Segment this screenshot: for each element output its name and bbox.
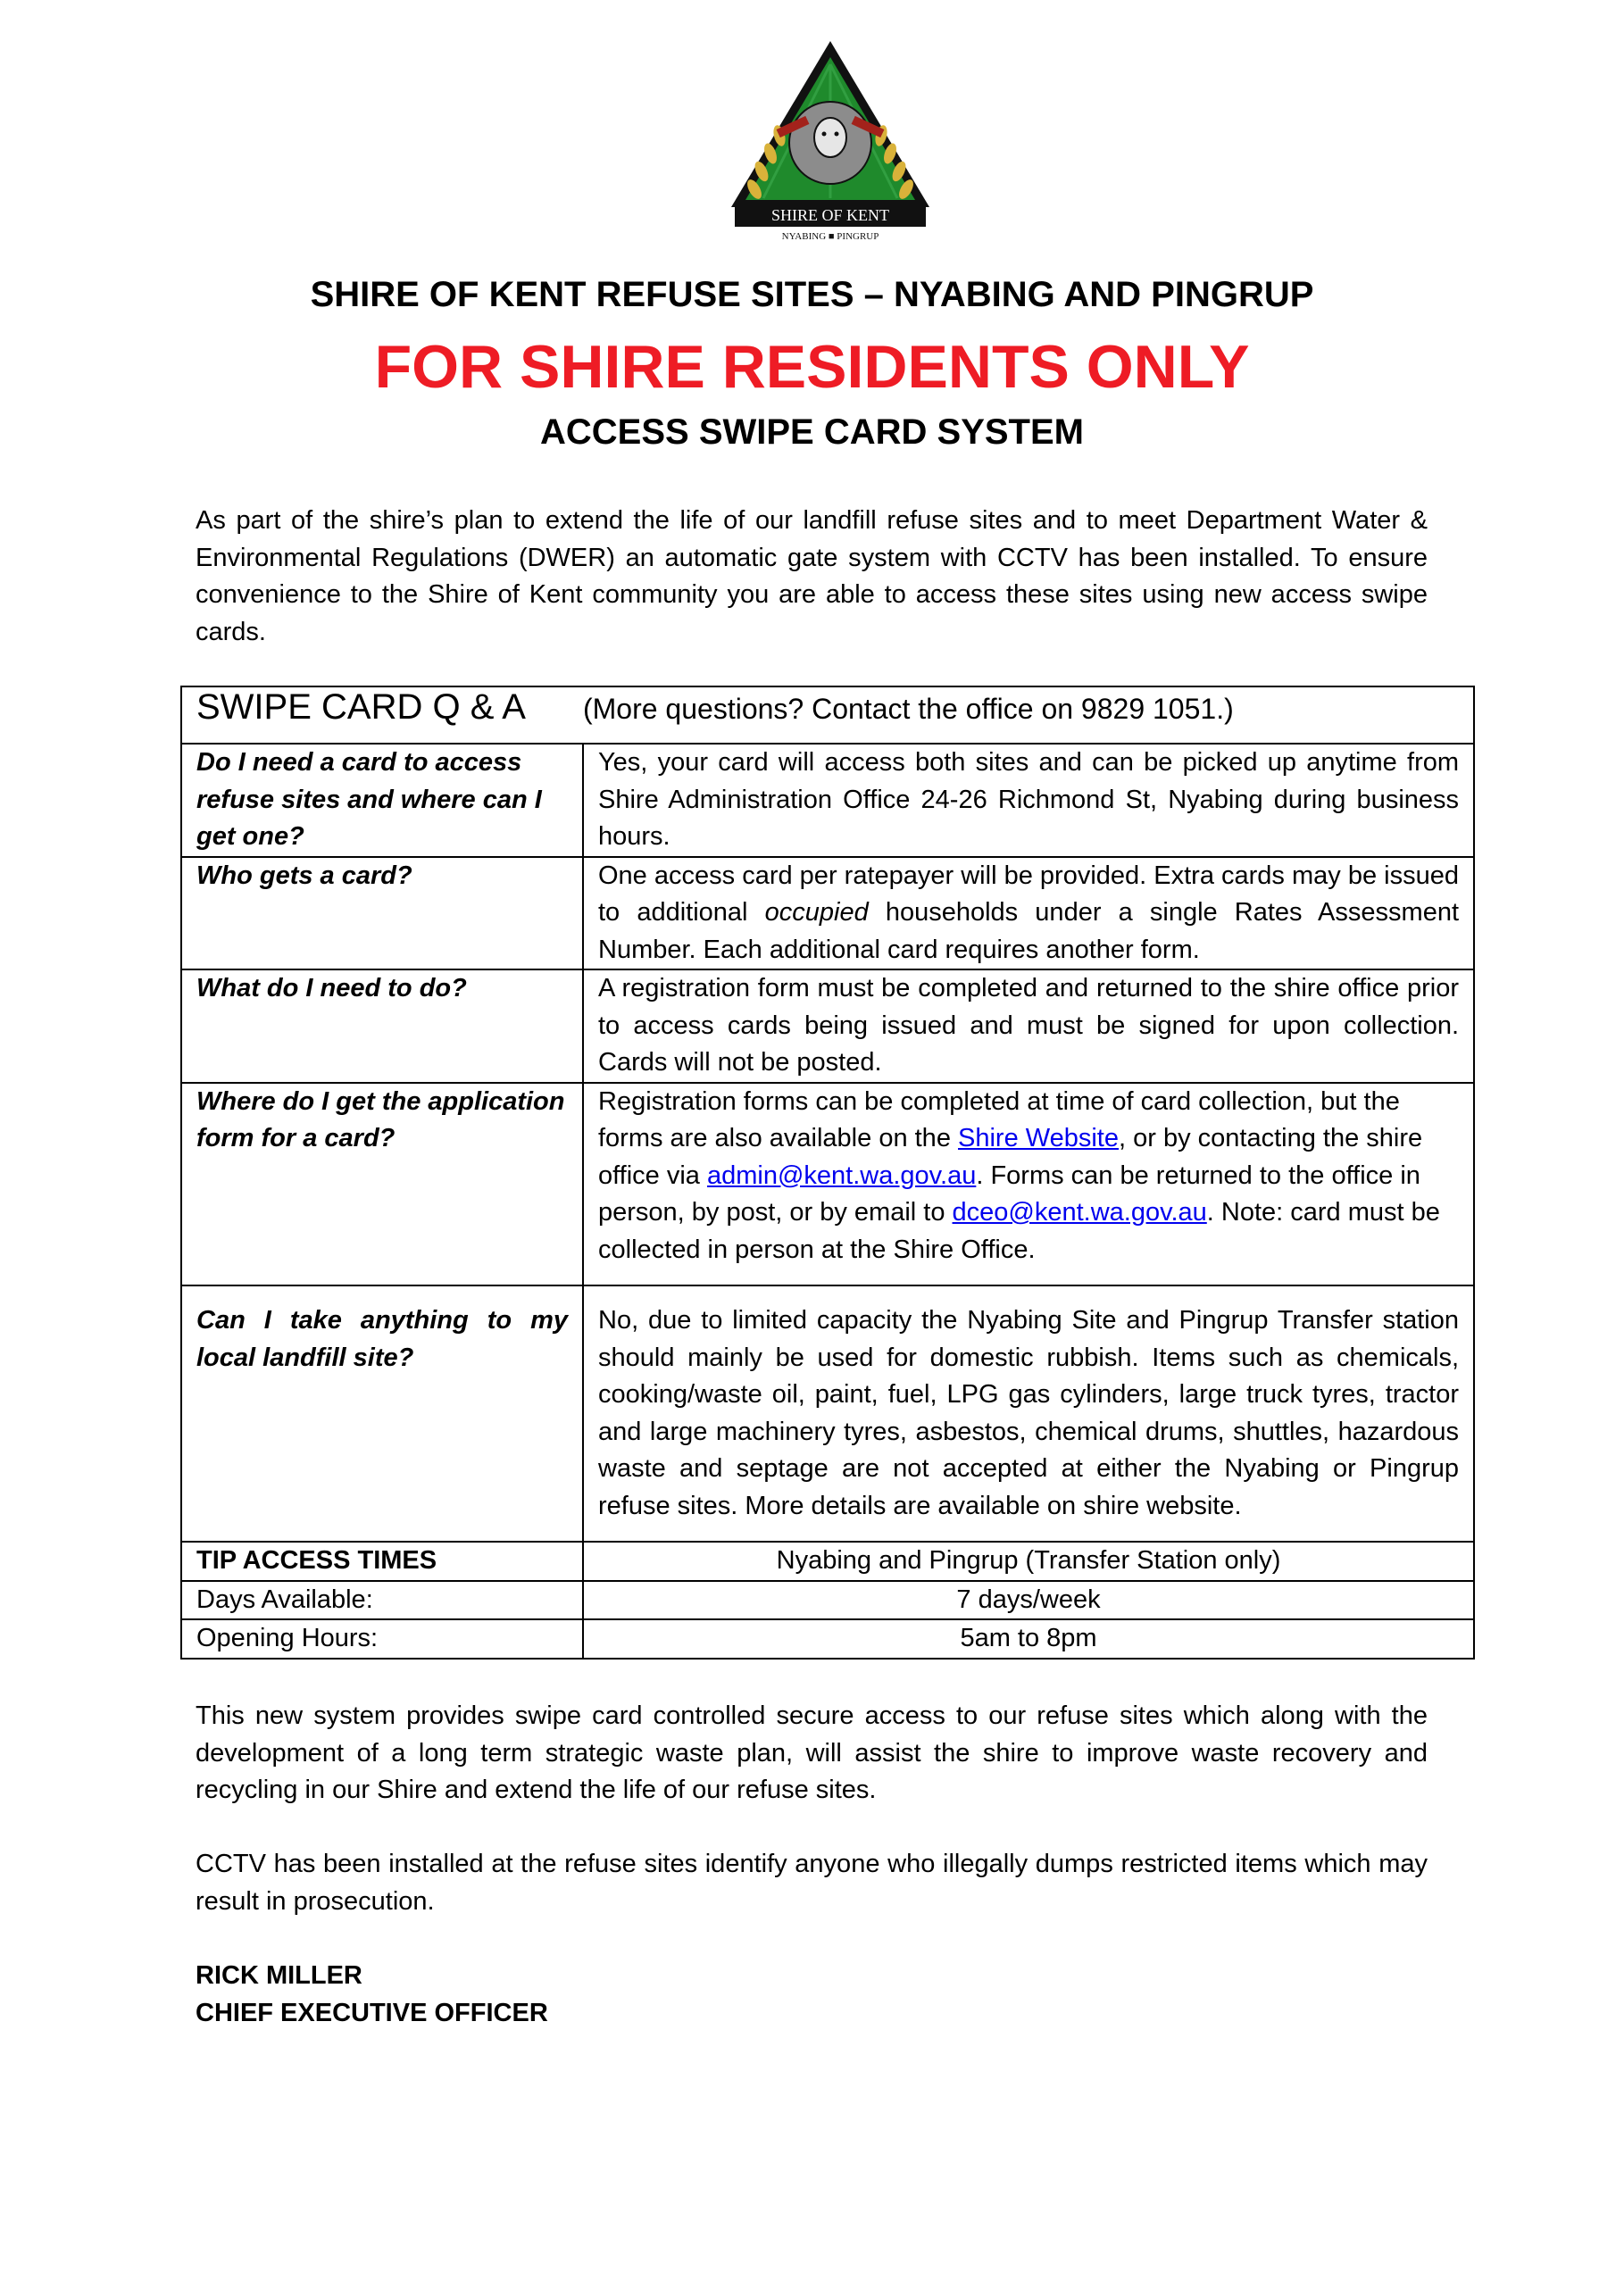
logo-text-sub: NYABING ■ PINGRUP [781,231,879,242]
signature-block [196,1958,548,2032]
question-cell: Where do I get the application form for a card? [181,1083,583,1286]
dceo-email-link[interactable]: dceo@kent.wa.gov.au [952,1198,1207,1227]
question-cell: Can I take anything to my local landfill site? [181,1285,583,1542]
hours-value: 5am to 8pm [583,1619,1474,1659]
table-row [181,744,1474,857]
qa-contact-note: (More questions? Contact the office on 9829 1051.) [582,693,1234,725]
intro-paragraph: As part of the shire’s plan to extend the life of our landfill refuse sites and to meet Department Water & Environmental Regulations (DWER) an automatic gate system with CCTV has been installed. To ensure convenience to the Shire of Kent community you are able to access these sites using new access swipe cards. [196,506,1428,646]
answer-cell [583,857,1474,970]
table-row [181,1083,1474,1286]
residents-only-heading: FOR SHIRE RESIDENTS ONLY [374,333,1250,401]
question-cell: What do I need to do? [181,969,583,1083]
answer-emphasis: occupied [764,898,869,927]
system-heading: ACCESS SWIPE CARD SYSTEM [540,412,1084,452]
access-times-row [181,1542,1474,1581]
table-row [181,969,1474,1083]
qa-header-row [181,686,1474,744]
answer-cell: Yes, your card will access both sites and can be picked up anytime from Shire Administration Office 24-26 Richmond St, Nyabing during business hours. [583,744,1474,857]
hours-row [181,1619,1474,1659]
days-value: 7 days/week [583,1581,1474,1620]
answer-cell: A registration form must be completed and returned to the shire office prior to access cards being issued and must be signed for upon collection. Cards will not be posted. [583,969,1474,1083]
table-row [181,857,1474,970]
access-sites: Nyabing and Pingrup (Transfer Station only) [583,1542,1474,1581]
days-label: Days Available: [181,1581,583,1620]
admin-email-link[interactable]: admin@kent.wa.gov.au [706,1160,977,1190]
swipe-card-qa-table [180,686,1475,1660]
cctv-paragraph: CCTV has been installed at the refuse sites identify anyone who illegally dumps restricted items which may result in prosecution. [196,1850,1428,1916]
access-times-label: TIP ACCESS TIMES [181,1542,583,1581]
answer-text: One access card per ratepayer will be provided. Extra cards may be issued to additional [598,861,1460,927]
answer-text: Registration forms can be completed at time of card collection, but the forms are also available on the [598,1086,1400,1152]
shire-of-kent-logo [728,37,933,245]
table-row [181,1285,1474,1542]
answer-text: . Note: card must be collected in person at the Shire Office. [598,1198,1440,1264]
answer-text: . Forms can be returned to the office in person, by post, or by email to [598,1160,1420,1227]
qa-heading: SWIPE CARD Q & A [196,687,526,727]
days-row [181,1581,1474,1620]
hours-label: Opening Hours: [181,1619,583,1659]
question-cell: Do I need a card to access refuse sites and where can I get one? [181,744,583,857]
answer-cell [583,1083,1474,1286]
answer-text: , or by contacting the shire office via [598,1124,1423,1190]
shire-website-link[interactable]: Shire Website [958,1124,1119,1152]
document-title: SHIRE OF KENT REFUSE SITES – NYABING AND PINGRUP [310,275,1314,314]
question-cell: Who gets a card? [181,857,583,970]
signatory-title: CHIEF EXECUTIVE OFFICER [196,1998,548,2027]
system-paragraph: This new system provides swipe card controlled secure access to our refuse sites which along with the development of a long term strategic waste plan, will assist the shire to improve waste recovery and recycling in our Shire and extend the life of our refuse sites. [196,1701,1428,1804]
logo-text-main: SHIRE OF KENT [770,206,890,224]
signatory-name: RICK MILLER [196,1961,362,1990]
answer-text: households under a single Rates Assessment Number. Each additional card requires another form. [598,898,1460,964]
answer-cell: No, due to limited capacity the Nyabing Site and Pingrup Transfer station should mainly be used for domestic rubbish. Items such as chemicals, cooking/waste oil, paint, fuel, LPG gas cylinders, large truck tyres, tractor and large machinery tyres, asbestos, chemical drums, shuttles, hazardous waste and septage are not accepted at either the Nyabing or Pingrup refuse sites. More details are available on shire website. [583,1285,1474,1542]
